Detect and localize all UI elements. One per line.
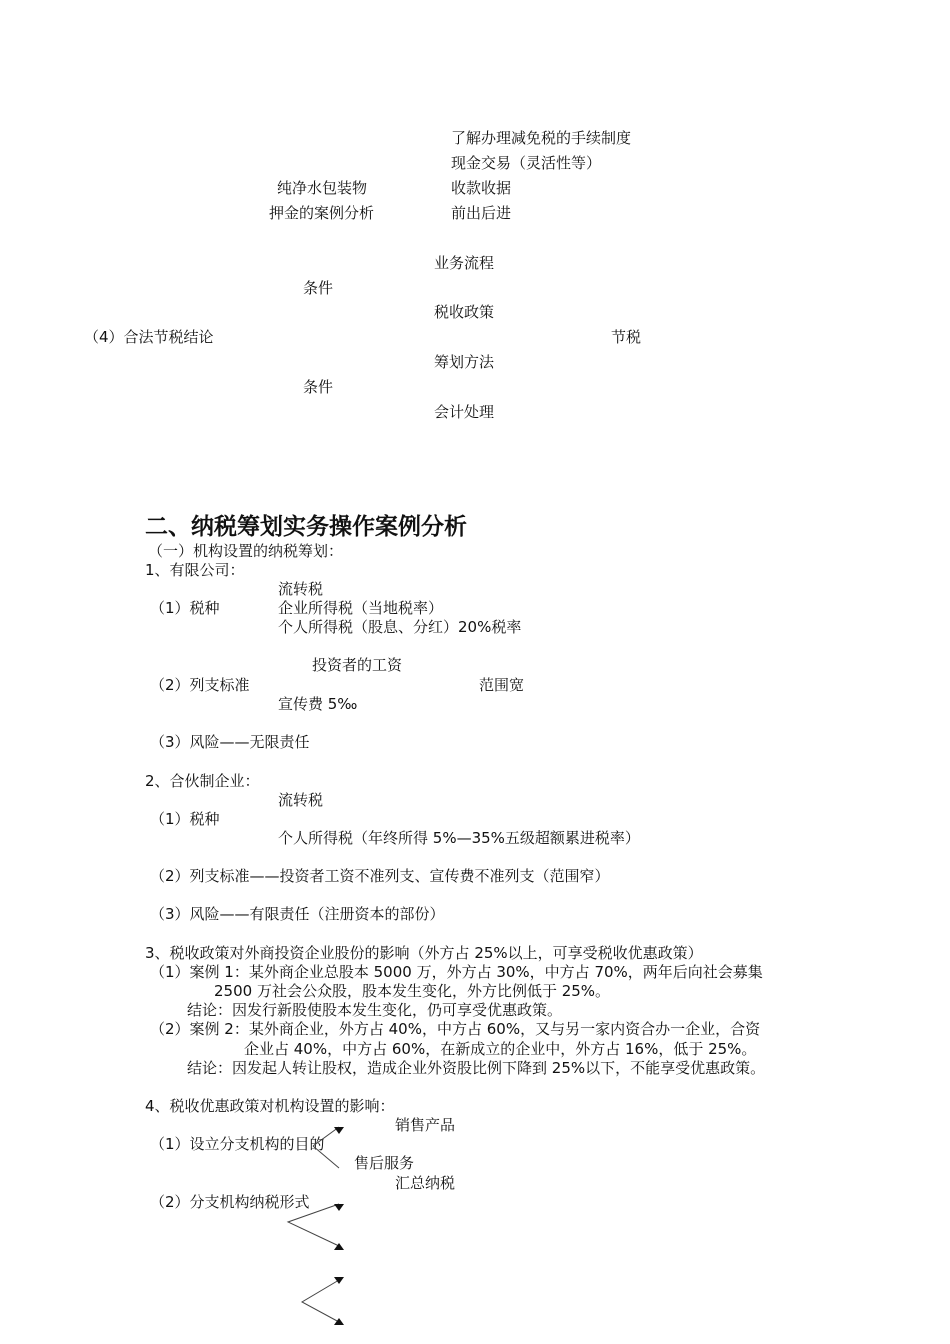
condition-text-1: 条件	[303, 279, 334, 297]
partnership-deduction: （2）列支标准——投资者工资不准列支、宣传费不准列支（范围窄）	[150, 867, 610, 885]
ltd-heading: 1、有限公司：	[145, 561, 245, 579]
receipt-text: 收款收据	[451, 179, 512, 197]
ltd-tax-turnover: 流转税	[278, 580, 324, 598]
arrow-head-1	[334, 1127, 344, 1134]
purpose-connector-lower	[313, 1146, 339, 1168]
after-sales-text: 售后服务	[354, 1154, 415, 1172]
ltd-deduction-label: （2）列支标准	[150, 676, 250, 694]
condition-text-2: 条件	[303, 378, 334, 396]
accounting-text: 会计处理	[434, 403, 495, 421]
arrow-head-4	[334, 1277, 344, 1284]
form-connector	[288, 1204, 339, 1246]
conclusion-label: （4）合法节税结论	[84, 328, 214, 346]
case2-line2: 企业占 40%，中方占 60%，在新成立的企业中，外方占 16%，低于 25%。	[244, 1040, 757, 1058]
ltd-advertising: 宣传费 5‰	[278, 695, 358, 713]
case2-line1: （2）案例 2：某外商企业，外方占 40%，中方占 60%，又与另一家内资合办一企业，合资	[150, 1020, 761, 1038]
ltd-investor-salary: 投资者的工资	[312, 656, 403, 674]
tax-policy-text: 税收政策	[434, 303, 495, 321]
consolidated-tax-text: 汇总纳税	[395, 1174, 456, 1192]
case2-conclusion: 结论：因发起人转让股权，造成企业外资股比例下降到 25%以下，不能享受优惠政策。	[187, 1059, 766, 1077]
deposit-case-text: 押金的案例分析	[269, 204, 375, 222]
partnership-taxes-label: （1）税种	[150, 810, 220, 828]
ltd-tax-corporate: 企业所得税（当地税率）	[278, 599, 444, 617]
purpose-connector	[313, 1127, 339, 1146]
ltd-taxes-label: （1）税种	[150, 599, 220, 617]
cash-transaction-text: 现金交易（灵活性等）	[451, 154, 602, 172]
ltd-risk: （3）风险——无限责任	[150, 733, 310, 751]
partnership-tax-turnover: 流转税	[278, 791, 324, 809]
subsection-title: （一）机构设置的纳税筹划：	[148, 542, 344, 560]
form-connector-lower	[302, 1280, 339, 1322]
arrow-head-2	[334, 1204, 344, 1211]
case1-conclusion: 结论：因发行新股使股本发生变化，仍可享受优惠政策。	[187, 1001, 563, 1019]
water-packaging-text: 纯净水包装物	[277, 179, 368, 197]
partnership-risk: （3）风险——有限责任（注册资本的部份）	[150, 905, 445, 923]
section-title: 二、纳税筹划实务操作案例分析	[145, 514, 467, 540]
branch-form-label: （2）分支机构纳税形式	[150, 1193, 310, 1211]
ltd-scope-wide: 范围宽	[479, 676, 525, 694]
ltd-tax-personal: 个人所得税（股息、分红）20%税率	[278, 618, 522, 636]
tax-saving-text: 节税	[611, 328, 642, 346]
case1-line1: （1）案例 1：某外商企业总股本 5000 万，外方占 30%，中方占 70%，两年后向社会募集	[150, 963, 763, 981]
foreign-heading: 3、税收政策对外商投资企业股份的影响（外方占 25%以上，可享受税收优惠政策）	[145, 944, 703, 962]
branch-purpose-label: （1）设立分支机构的目的	[150, 1135, 325, 1153]
partnership-heading: 2、合伙制企业：	[145, 772, 260, 790]
branch-heading: 4、税收优惠政策对机构设置的影响：	[145, 1097, 395, 1115]
handling-procedure-text: 了解办理减免税的手续制度	[451, 129, 632, 147]
business-process-text: 业务流程	[434, 254, 495, 272]
sell-products-text: 销售产品	[395, 1116, 456, 1134]
partnership-tax-personal: 个人所得税（年终所得 5%—35%五级超额累进税率）	[278, 829, 640, 847]
planning-method-text: 筹划方法	[434, 353, 495, 371]
arrow-head-5	[334, 1318, 344, 1325]
case1-line2: 2500 万社会公众股，股本发生变化，外方比例低于 25%。	[214, 982, 611, 1000]
sale-buyback-text: 前出后进	[451, 204, 512, 222]
